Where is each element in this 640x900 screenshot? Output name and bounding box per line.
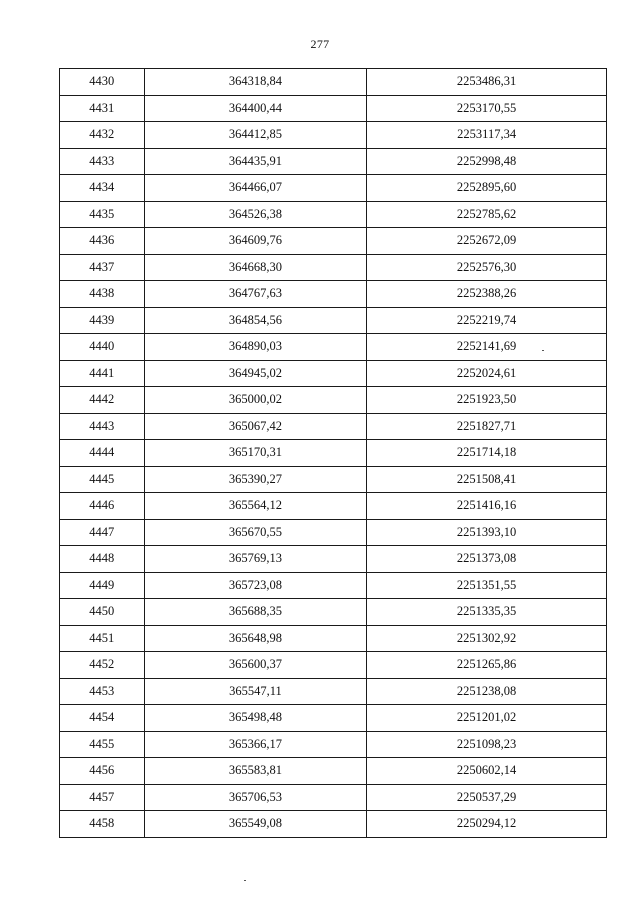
x-coordinate-cell: 365706,53 (144, 784, 367, 811)
coordinates-table (59, 68, 607, 838)
point-number-cell: 4458 (60, 811, 145, 838)
table-row (60, 122, 607, 149)
point-number-cell: 4433 (60, 148, 145, 175)
y-coordinate-cell: 2251302,92 (367, 625, 607, 652)
point-number-cell: 4454 (60, 705, 145, 732)
table-row (60, 493, 607, 520)
x-coordinate-cell: 364318,84 (144, 69, 367, 96)
x-coordinate-cell: 364767,63 (144, 281, 367, 308)
point-number-cell: 4434 (60, 175, 145, 202)
point-number-cell: 4441 (60, 360, 145, 387)
x-coordinate-cell: 365390,27 (144, 466, 367, 493)
y-coordinate-cell: 2250294,12 (367, 811, 607, 838)
y-coordinate-cell: 2253170,55 (367, 95, 607, 122)
table-row (60, 758, 607, 785)
point-number-cell: 4430 (60, 69, 145, 96)
table-row (60, 334, 607, 361)
point-number-cell: 4450 (60, 599, 145, 626)
y-coordinate-cell: 2251098,23 (367, 731, 607, 758)
x-coordinate-cell: 365366,17 (144, 731, 367, 758)
y-coordinate-cell: 2251714,18 (367, 440, 607, 467)
table-row (60, 440, 607, 467)
table-row (60, 784, 607, 811)
table-row (60, 572, 607, 599)
scan-speck (542, 350, 544, 351)
table-row (60, 652, 607, 679)
x-coordinate-cell: 365549,08 (144, 811, 367, 838)
y-coordinate-cell: 2250537,29 (367, 784, 607, 811)
x-coordinate-cell: 365723,08 (144, 572, 367, 599)
x-coordinate-cell: 364945,02 (144, 360, 367, 387)
coordinates-table-body (60, 69, 607, 838)
y-coordinate-cell: 2252895,60 (367, 175, 607, 202)
table-row (60, 148, 607, 175)
y-coordinate-cell: 2252388,26 (367, 281, 607, 308)
y-coordinate-cell: 2252672,09 (367, 228, 607, 255)
y-coordinate-cell: 2251923,50 (367, 387, 607, 414)
y-coordinate-cell: 2251265,86 (367, 652, 607, 679)
point-number-cell: 4457 (60, 784, 145, 811)
x-coordinate-cell: 365547,11 (144, 678, 367, 705)
y-coordinate-cell: 2252219,74 (367, 307, 607, 334)
x-coordinate-cell: 365067,42 (144, 413, 367, 440)
x-coordinate-cell: 365600,37 (144, 652, 367, 679)
x-coordinate-cell: 365564,12 (144, 493, 367, 520)
y-coordinate-cell: 2251508,41 (367, 466, 607, 493)
x-coordinate-cell: 365688,35 (144, 599, 367, 626)
x-coordinate-cell: 365769,13 (144, 546, 367, 573)
point-number-cell: 4436 (60, 228, 145, 255)
table-row (60, 254, 607, 281)
x-coordinate-cell: 365498,48 (144, 705, 367, 732)
x-coordinate-cell: 364435,91 (144, 148, 367, 175)
y-coordinate-cell: 2252024,61 (367, 360, 607, 387)
point-number-cell: 4444 (60, 440, 145, 467)
table-row (60, 625, 607, 652)
y-coordinate-cell: 2251393,10 (367, 519, 607, 546)
table-row (60, 811, 607, 838)
x-coordinate-cell: 364526,38 (144, 201, 367, 228)
point-number-cell: 4452 (60, 652, 145, 679)
point-number-cell: 4431 (60, 95, 145, 122)
table-row (60, 360, 607, 387)
table-row (60, 228, 607, 255)
y-coordinate-cell: 2251416,16 (367, 493, 607, 520)
table-row (60, 201, 607, 228)
point-number-cell: 4449 (60, 572, 145, 599)
y-coordinate-cell: 2250602,14 (367, 758, 607, 785)
y-coordinate-cell: 2252998,48 (367, 148, 607, 175)
point-number-cell: 4435 (60, 201, 145, 228)
table-row (60, 95, 607, 122)
x-coordinate-cell: 364466,07 (144, 175, 367, 202)
x-coordinate-cell: 365648,98 (144, 625, 367, 652)
y-coordinate-cell: 2251373,08 (367, 546, 607, 573)
point-number-cell: 4451 (60, 625, 145, 652)
table-row (60, 175, 607, 202)
page-number: 277 (310, 37, 330, 51)
point-number-cell: 4438 (60, 281, 145, 308)
table-row (60, 281, 607, 308)
point-number-cell: 4437 (60, 254, 145, 281)
table-row (60, 69, 607, 96)
y-coordinate-cell: 2251351,55 (367, 572, 607, 599)
y-coordinate-cell: 2251827,71 (367, 413, 607, 440)
point-number-cell: 4442 (60, 387, 145, 414)
y-coordinate-cell: 2251201,02 (367, 705, 607, 732)
y-coordinate-cell: 2251335,35 (367, 599, 607, 626)
table-row (60, 413, 607, 440)
x-coordinate-cell: 365670,55 (144, 519, 367, 546)
x-coordinate-cell: 364854,56 (144, 307, 367, 334)
point-number-cell: 4448 (60, 546, 145, 573)
y-coordinate-cell: 2253117,34 (367, 122, 607, 149)
y-coordinate-cell: 2253486,31 (367, 69, 607, 96)
table-row (60, 599, 607, 626)
point-number-cell: 4440 (60, 334, 145, 361)
y-coordinate-cell: 2251238,08 (367, 678, 607, 705)
point-number-cell: 4453 (60, 678, 145, 705)
y-coordinate-cell: 2252576,30 (367, 254, 607, 281)
table-row (60, 705, 607, 732)
x-coordinate-cell: 365170,31 (144, 440, 367, 467)
point-number-cell: 4439 (60, 307, 145, 334)
x-coordinate-cell: 365000,02 (144, 387, 367, 414)
y-coordinate-cell: 2252141,69 (367, 334, 607, 361)
point-number-cell: 4445 (60, 466, 145, 493)
x-coordinate-cell: 365583,81 (144, 758, 367, 785)
point-number-cell: 4446 (60, 493, 145, 520)
table-row (60, 387, 607, 414)
table-row (60, 546, 607, 573)
x-coordinate-cell: 364668,30 (144, 254, 367, 281)
point-number-cell: 4456 (60, 758, 145, 785)
scan-speck (244, 880, 246, 881)
y-coordinate-cell: 2252785,62 (367, 201, 607, 228)
x-coordinate-cell: 364609,76 (144, 228, 367, 255)
point-number-cell: 4443 (60, 413, 145, 440)
table-row (60, 678, 607, 705)
x-coordinate-cell: 364890,03 (144, 334, 367, 361)
x-coordinate-cell: 364412,85 (144, 122, 367, 149)
point-number-cell: 4447 (60, 519, 145, 546)
table-row (60, 519, 607, 546)
table-row (60, 731, 607, 758)
point-number-cell: 4455 (60, 731, 145, 758)
point-number-cell: 4432 (60, 122, 145, 149)
table-row (60, 466, 607, 493)
x-coordinate-cell: 364400,44 (144, 95, 367, 122)
table-row (60, 307, 607, 334)
